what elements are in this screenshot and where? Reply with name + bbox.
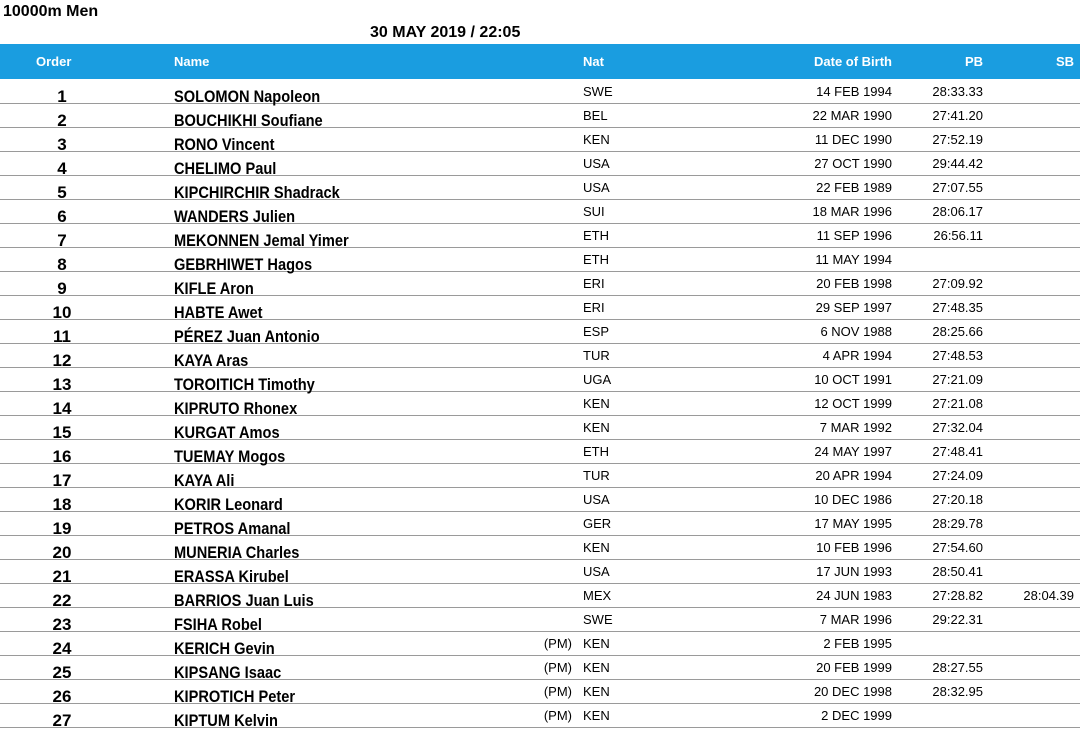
table-row bbox=[0, 464, 1080, 488]
athlete-name: RONO Vincent bbox=[174, 135, 275, 154]
athlete-date-of-birth: 20 FEB 1999 bbox=[816, 660, 892, 675]
athlete-name: SOLOMON Napoleon bbox=[174, 87, 321, 106]
athlete-pb: 28:29.78 bbox=[932, 516, 983, 531]
athlete-name: BOUCHIKHI Soufiane bbox=[174, 111, 323, 130]
athlete-name: GEBRHIWET Hagos bbox=[174, 255, 313, 274]
start-list-table bbox=[0, 80, 1080, 728]
athlete-name: CHELIMO Paul bbox=[174, 159, 277, 178]
athlete-name: KORIR Leonard bbox=[174, 495, 283, 514]
athlete-order: 6 bbox=[57, 207, 67, 226]
athlete-date-of-birth: 2 DEC 1999 bbox=[821, 708, 892, 723]
header-date-of-birth: Date of Birth bbox=[814, 54, 892, 69]
athlete-order: 23 bbox=[52, 615, 72, 634]
table-row bbox=[0, 272, 1080, 296]
athlete-nat: USA bbox=[583, 492, 610, 507]
table-row bbox=[0, 296, 1080, 320]
athlete-order: 10 bbox=[52, 303, 72, 322]
athlete-pb: 27:24.09 bbox=[932, 468, 983, 483]
athlete-nat: ERI bbox=[583, 300, 605, 315]
athlete-order: 24 bbox=[52, 639, 72, 658]
athlete-nat: KEN bbox=[583, 708, 610, 723]
athlete-nat: ETH bbox=[583, 228, 609, 243]
table-row bbox=[0, 560, 1080, 584]
table-row bbox=[0, 584, 1080, 608]
athlete-order: 13 bbox=[52, 375, 72, 394]
athlete-order: 20 bbox=[52, 543, 72, 562]
athlete-nat: KEN bbox=[583, 540, 610, 555]
table-row bbox=[0, 632, 1080, 656]
athlete-name: KIPSANG Isaac bbox=[174, 663, 282, 682]
athlete-nat: GER bbox=[583, 516, 612, 531]
athlete-date-of-birth: 11 DEC 1990 bbox=[814, 132, 892, 147]
athlete-order: 3 bbox=[57, 135, 67, 154]
athlete-name: KAYA Aras bbox=[174, 351, 249, 370]
athlete-nat: ETH bbox=[583, 444, 609, 459]
athlete-date-of-birth: 7 MAR 1992 bbox=[819, 420, 892, 435]
table-row bbox=[0, 152, 1080, 176]
athlete-pb: 28:25.66 bbox=[932, 324, 983, 339]
athlete-pb: 27:48.41 bbox=[932, 444, 983, 459]
athlete-pb: 27:48.35 bbox=[932, 300, 983, 315]
athlete-date-of-birth: 10 OCT 1991 bbox=[814, 372, 892, 387]
athlete-pb: 27:20.18 bbox=[932, 492, 983, 507]
table-row bbox=[0, 608, 1080, 632]
athlete-name: KIPRUTO Rhonex bbox=[174, 399, 298, 418]
athlete-date-of-birth: 6 NOV 1988 bbox=[820, 324, 892, 339]
athlete-sb: 28:04.39 bbox=[1023, 588, 1074, 603]
table-row bbox=[0, 176, 1080, 200]
athlete-nat: SUI bbox=[583, 204, 605, 219]
table-row bbox=[0, 224, 1080, 248]
athlete-nat: BEL bbox=[583, 108, 608, 123]
athlete-nat: ETH bbox=[583, 252, 609, 267]
athlete-date-of-birth: 7 MAR 1996 bbox=[819, 612, 892, 627]
athlete-pb: 29:22.31 bbox=[932, 612, 983, 627]
header-sb: SB bbox=[1055, 54, 1074, 69]
athlete-name: PÉREZ Juan Antonio bbox=[174, 327, 320, 346]
athlete-pb: 27:32.04 bbox=[932, 420, 983, 435]
athlete-pb: 28:06.17 bbox=[932, 204, 983, 219]
athlete-nat: UGA bbox=[583, 372, 612, 387]
athlete-nat: KEN bbox=[583, 396, 610, 411]
athlete-date-of-birth: 10 FEB 1996 bbox=[816, 540, 892, 555]
athlete-pb: 27:07.55 bbox=[932, 180, 983, 195]
table-row bbox=[0, 440, 1080, 464]
athlete-date-of-birth: 24 MAY 1997 bbox=[814, 444, 892, 459]
athlete-nat: USA bbox=[583, 156, 610, 171]
athlete-order: 5 bbox=[57, 183, 67, 202]
athlete-date-of-birth: 4 APR 1994 bbox=[822, 348, 892, 363]
table-row bbox=[0, 680, 1080, 704]
athlete-name: WANDERS Julien bbox=[174, 207, 296, 226]
athlete-name: MEKONNEN Jemal Yimer bbox=[174, 231, 349, 250]
table-row bbox=[0, 104, 1080, 128]
athlete-date-of-birth: 27 OCT 1990 bbox=[814, 156, 892, 171]
athlete-nat: KEN bbox=[583, 684, 610, 699]
athlete-name: KIFLE Aron bbox=[174, 279, 254, 298]
table-row bbox=[0, 200, 1080, 224]
pacemaker-flag: (PM) bbox=[543, 636, 572, 651]
athlete-name: KAYA Ali bbox=[174, 471, 235, 490]
athlete-date-of-birth: 12 OCT 1999 bbox=[814, 396, 892, 411]
athlete-name: FSIHA Robel bbox=[174, 615, 263, 634]
athlete-name: KURGAT Amos bbox=[174, 423, 280, 442]
athlete-date-of-birth: 17 JUN 1993 bbox=[816, 564, 892, 579]
table-row bbox=[0, 248, 1080, 272]
athlete-name: HABTE Awet bbox=[174, 303, 263, 322]
athlete-order: 4 bbox=[57, 159, 67, 178]
table-row bbox=[0, 320, 1080, 344]
athlete-date-of-birth: 29 SEP 1997 bbox=[815, 300, 892, 315]
athlete-date-of-birth: 11 MAY 1994 bbox=[815, 252, 892, 267]
athlete-name: PETROS Amanal bbox=[174, 519, 291, 538]
table-header bbox=[0, 44, 1080, 79]
pacemaker-flag: (PM) bbox=[543, 684, 572, 699]
athlete-name: KIPCHIRCHIR Shadrack bbox=[174, 183, 340, 202]
table-row bbox=[0, 416, 1080, 440]
athlete-date-of-birth: 22 MAR 1990 bbox=[812, 108, 892, 123]
athlete-order: 2 bbox=[57, 111, 67, 130]
athlete-name: TUEMAY Mogos bbox=[174, 447, 286, 466]
header-name: Name bbox=[174, 54, 210, 69]
table-row bbox=[0, 368, 1080, 392]
athlete-nat: SWE bbox=[583, 84, 613, 99]
table-row bbox=[0, 488, 1080, 512]
athlete-order: 22 bbox=[52, 591, 72, 610]
athlete-order: 17 bbox=[52, 471, 72, 490]
athlete-order: 8 bbox=[57, 255, 67, 274]
athlete-pb: 27:28.82 bbox=[932, 588, 983, 603]
athlete-nat: USA bbox=[583, 180, 610, 195]
header-order: Order bbox=[36, 54, 72, 69]
table-row bbox=[0, 512, 1080, 536]
event-datetime: 30 MAY 2019 / 22:05 bbox=[370, 24, 521, 41]
athlete-pb: 26:56.11 bbox=[933, 228, 983, 243]
athlete-name: KIPTUM Kelvin bbox=[174, 711, 278, 730]
athlete-date-of-birth: 2 FEB 1995 bbox=[823, 636, 892, 651]
athlete-date-of-birth: 20 DEC 1998 bbox=[813, 684, 892, 699]
athlete-pb: 28:32.95 bbox=[932, 684, 983, 699]
athlete-order: 27 bbox=[52, 711, 72, 730]
header-pb: PB bbox=[964, 54, 983, 69]
athlete-order: 19 bbox=[52, 519, 72, 538]
athlete-order: 9 bbox=[57, 279, 67, 298]
athlete-pb: 27:41.20 bbox=[932, 108, 983, 123]
athlete-name: BARRIOS Juan Luis bbox=[174, 591, 314, 610]
table-row bbox=[0, 656, 1080, 680]
athlete-order: 1 bbox=[57, 87, 67, 106]
table-row bbox=[0, 344, 1080, 368]
athlete-order: 12 bbox=[52, 351, 72, 370]
athlete-date-of-birth: 20 FEB 1998 bbox=[816, 276, 892, 291]
athlete-order: 7 bbox=[57, 231, 67, 250]
athlete-order: 16 bbox=[52, 447, 72, 466]
athlete-order: 21 bbox=[52, 567, 72, 586]
athlete-pb: 28:50.41 bbox=[932, 564, 983, 579]
athlete-nat: USA bbox=[583, 564, 610, 579]
athlete-order: 11 bbox=[53, 327, 71, 346]
table-row bbox=[0, 704, 1080, 728]
athlete-nat: MEX bbox=[583, 588, 612, 603]
athlete-order: 15 bbox=[52, 423, 72, 442]
athlete-pb: 29:44.42 bbox=[932, 156, 983, 171]
athlete-pb: 27:09.92 bbox=[932, 276, 983, 291]
athlete-order: 14 bbox=[52, 399, 72, 418]
header-nat: Nat bbox=[583, 54, 604, 69]
pacemaker-flag: (PM) bbox=[543, 660, 572, 675]
table-row bbox=[0, 392, 1080, 416]
athlete-nat: TUR bbox=[583, 348, 610, 363]
athlete-nat: TUR bbox=[583, 468, 610, 483]
athlete-date-of-birth: 10 DEC 1986 bbox=[813, 492, 892, 507]
table-row bbox=[0, 80, 1080, 104]
event-title: 10000m Men bbox=[3, 3, 99, 20]
athlete-date-of-birth: 18 MAR 1996 bbox=[812, 204, 892, 219]
athlete-nat: KEN bbox=[583, 660, 610, 675]
table-row bbox=[0, 536, 1080, 560]
athlete-nat: KEN bbox=[583, 132, 610, 147]
athlete-pb: 27:54.60 bbox=[932, 540, 983, 555]
athlete-name: ERASSA Kirubel bbox=[174, 567, 289, 586]
athlete-pb: 28:27.55 bbox=[932, 660, 983, 675]
athlete-nat: KEN bbox=[583, 636, 610, 651]
athlete-pb: 27:48.53 bbox=[932, 348, 983, 363]
athlete-name: TOROITICH Timothy bbox=[174, 375, 315, 394]
athlete-date-of-birth: 11 SEP 1996 bbox=[816, 228, 892, 243]
athlete-nat: SWE bbox=[583, 612, 613, 627]
athlete-date-of-birth: 22 FEB 1989 bbox=[816, 180, 892, 195]
athlete-nat: ERI bbox=[583, 276, 605, 291]
athlete-order: 18 bbox=[52, 495, 72, 514]
athlete-date-of-birth: 20 APR 1994 bbox=[815, 468, 892, 483]
athlete-order: 25 bbox=[52, 663, 72, 682]
pacemaker-flag: (PM) bbox=[543, 708, 572, 723]
athlete-order: 26 bbox=[52, 687, 72, 706]
athlete-date-of-birth: 17 MAY 1995 bbox=[814, 516, 892, 531]
athlete-date-of-birth: 14 FEB 1994 bbox=[816, 84, 892, 99]
athlete-name: KERICH Gevin bbox=[174, 639, 275, 658]
athlete-name: MUNERIA Charles bbox=[174, 543, 300, 562]
athlete-nat: ESP bbox=[583, 324, 610, 339]
athlete-date-of-birth: 24 JUN 1983 bbox=[816, 588, 892, 603]
athlete-pb: 28:33.33 bbox=[932, 84, 983, 99]
athlete-nat: KEN bbox=[583, 420, 610, 435]
athlete-name: KIPROTICH Peter bbox=[174, 687, 296, 706]
athlete-pb: 27:52.19 bbox=[932, 132, 983, 147]
athlete-pb: 27:21.08 bbox=[932, 396, 983, 411]
table-row bbox=[0, 128, 1080, 152]
athlete-pb: 27:21.09 bbox=[932, 372, 983, 387]
